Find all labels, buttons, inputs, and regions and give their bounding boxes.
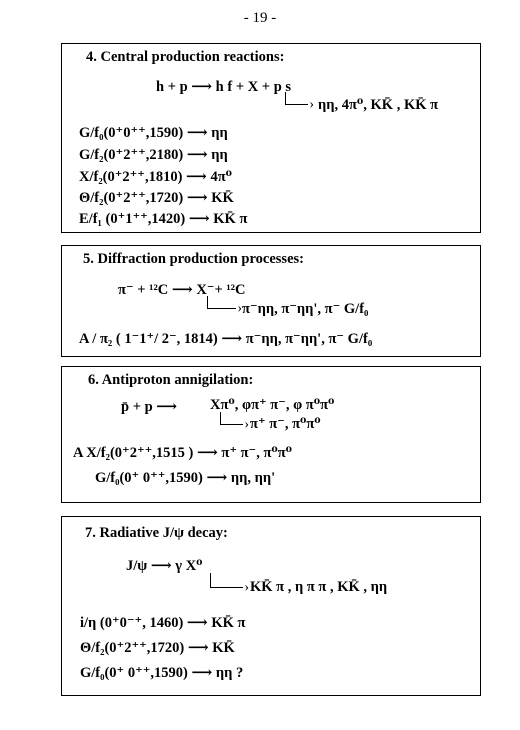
section-6-decay-hook	[220, 412, 243, 425]
section-7-title: 7. Radiative J/ψ decay:	[85, 525, 228, 541]
section-7-decay: KK̄ π , η π π , KK̄ , ηη	[250, 579, 388, 595]
section-4-state-3: Θ/f₂(0⁺2⁺⁺,1720) ⟶ KK̄	[79, 190, 234, 206]
section-7-state-1: Θ/f₂(0⁺2⁺⁺,1720) ⟶ KK̄	[80, 640, 235, 656]
section-4-state-1: G/f₂(0⁺2⁺⁺,2180) ⟶ ηη	[79, 147, 228, 163]
section-4-state-4: E/f₁ (0⁺1⁺⁺,1420) ⟶ KK̄ π	[79, 211, 248, 227]
section-4-reaction: h + p ⟶ h f + X + p s	[156, 79, 292, 95]
page-number: - 19 -	[243, 10, 277, 26]
section-6-title: 6. Antiproton annigilation:	[88, 372, 254, 388]
section-5-decay: π⁻ηη, π⁻ηη', π⁻ G/f₀	[242, 301, 369, 317]
section-7-state-2: G/f₀(0⁺ 0⁺⁺,1590) ⟶ ηη ?	[80, 665, 244, 681]
section-5-reaction: π⁻ + ¹²C ⟶ X⁻+ ¹²C	[118, 282, 246, 298]
section-4-decay-hook	[285, 92, 308, 105]
section-7-reaction: J/ψ ⟶ γ X⁰	[126, 558, 203, 574]
section-6-decay: π⁺ π⁻, π⁰π⁰	[250, 416, 321, 432]
section-6-state-0: A X/f₂(0⁺2⁺⁺,1515 ) ⟶ π⁺ π⁻, π⁰π⁰	[73, 445, 293, 461]
section-6-products: Xπ⁰, φπ⁺ π⁻, φ π⁰π⁰	[210, 397, 335, 413]
section-4-decay: ηη, 4π⁰, KK̄ , KK̄ π	[318, 97, 439, 113]
section-4-state-2: X/f₂(0⁺2⁺⁺,1810) ⟶ 4π⁰	[79, 169, 233, 185]
section-5-decay-hook	[207, 296, 236, 309]
section-4-title: 4. Central production reactions:	[86, 49, 285, 65]
section-5-title: 5. Diffraction production processes:	[83, 251, 304, 267]
section-7-state-0: i/η (0⁺0⁻⁺, 1460) ⟶ KK̄ π	[80, 615, 246, 631]
section-6-state-1: G/f₀(0⁺ 0⁺⁺,1590) ⟶ ηη, ηη'	[95, 470, 276, 486]
section-5-state: A / π₂ ( 1⁻1⁺/ 2⁻, 1814) ⟶ π⁻ηη, π⁻ηη', π⁻ G/f₀	[79, 331, 373, 347]
section-6-reaction: p̄ + p ⟶	[121, 399, 178, 415]
section-7-decay-hook	[210, 573, 243, 588]
section-4-state-0: G/f₀(0⁺0⁺⁺,1590) ⟶ ηη	[79, 125, 228, 141]
